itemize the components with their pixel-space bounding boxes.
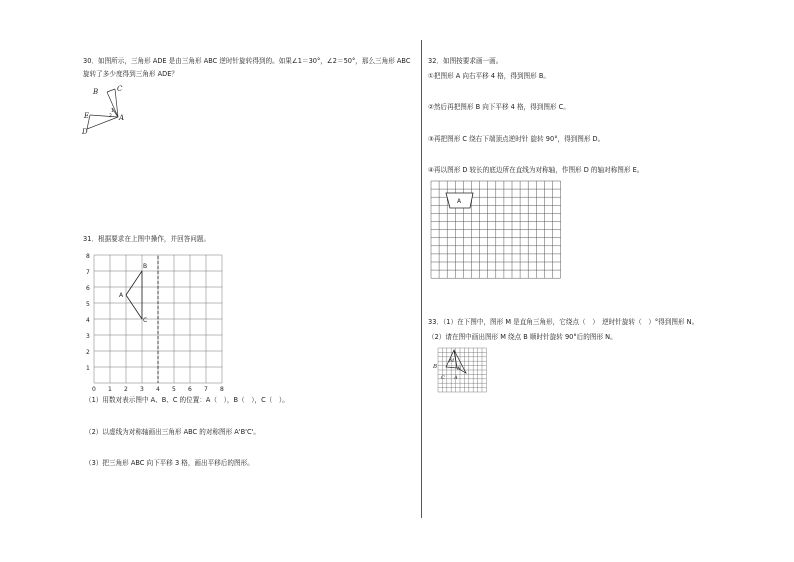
q31-x-tick: 6 [188,386,192,393]
q31-sub3: （3）把三角形 ABC 向下平移 3 格，画出平移后的图形。 [85,459,254,467]
q31-y-tick: 4 [86,317,90,324]
q32-drawing-grid [431,181,562,281]
q30-segment-DA [87,117,118,129]
q32-shape-A-label: A [457,198,462,205]
q30-label-E: E [84,112,90,120]
q33-label-C: C [441,375,445,381]
q31-x-tick: 3 [140,386,144,393]
q32-step3: ③再把图形 C 绕右下端顶点逆时针 旋转 90°，得到图形 D。 [428,135,605,143]
q31-y-tick: 5 [86,301,90,308]
q31-x-tick: 8 [220,386,224,393]
q31-prompt: 31．根据要求在上图中操作，并回答问题。 [83,235,211,243]
q31-side-AB [126,271,142,295]
q30-segment-AE [90,115,118,117]
q33-line1: 33．（1）在下图中，图形 M 是直角三角形，它绕点（ ） 逆时针旋转（ ）°得到图形 N。 [428,318,699,326]
q31-y-tick: 3 [86,333,90,340]
q30-text-line2: 旋转了多少度得到三角形 ADE？ [83,70,178,78]
q30-label-D: D [82,128,88,136]
q31-x-tick: 2 [124,386,128,393]
q33-label-B: B [433,364,438,370]
q31-y-tick: 7 [86,269,90,276]
q31-coordinate-grid [83,248,233,393]
q31-x-tick: 0 [92,386,96,393]
q33-rotation-grid [433,346,492,392]
q32-step2: ②然后再把图形 B 向下平移 4 格，得到图形 C。 [428,103,570,111]
q31-y-tick: 8 [86,253,90,260]
q31-sub1: （1）用数对表示图中 A、B、C 的位置：A（ ），B（ ），C（ ）。 [85,396,289,404]
q31-y-tick: 1 [86,365,90,372]
q31-x-ticks [92,386,224,393]
q31-x-tick: 7 [204,386,208,393]
q33-label-M: M [449,358,455,364]
q30-label-C: C [117,85,123,93]
q30-rotation-figure [80,82,140,140]
q31-x-tick: 5 [172,386,176,393]
q31-sub2: （2）以虚线为对称轴画出三角形 ABC 的对称图形 A'B'C'。 [85,428,260,436]
q31-point-C: C [143,317,148,324]
q30-label-B: B [93,88,99,96]
q30-angle-1: 1 [111,109,114,114]
q30-segment-BC [107,89,115,92]
q31-y-ticks [86,253,90,372]
q31-y-tick: 2 [86,349,90,356]
q31-side-CA [126,295,142,319]
q33-line2: （2）请在图中画出图形 M 绕点 B 顺时针旋转 90°后的图形 N。 [428,333,617,341]
q30-text-line1: 30．如图所示，三角形 ADE 是由三角形 ABC 逆时针旋转得到的。如果∠1＝30°，∠2＝50°，那么三角形 ABC [83,57,411,65]
q32-step1: ①把图形 A 向右平移 4 格，得到图形 B。 [428,72,550,80]
q31-y-tick: 6 [86,285,90,292]
q30-label-A: A [119,114,125,122]
q31-point-A: A [119,292,124,299]
q31-x-tick: 4 [156,386,160,393]
q31-x-tick: 1 [108,386,112,393]
q31-point-B: B [143,263,148,270]
q32-title: 32．如图按要求画一画。 [428,57,503,65]
q30-angle-2: 2 [109,114,112,119]
q33-label-N: N [457,366,462,372]
q33-label-A: A [454,375,458,381]
q32-step4: ④再以图形 D 较长的底边所在直线为对称轴，作图形 D 的轴对称图形 E。 [428,166,644,174]
column-divider [421,40,422,518]
